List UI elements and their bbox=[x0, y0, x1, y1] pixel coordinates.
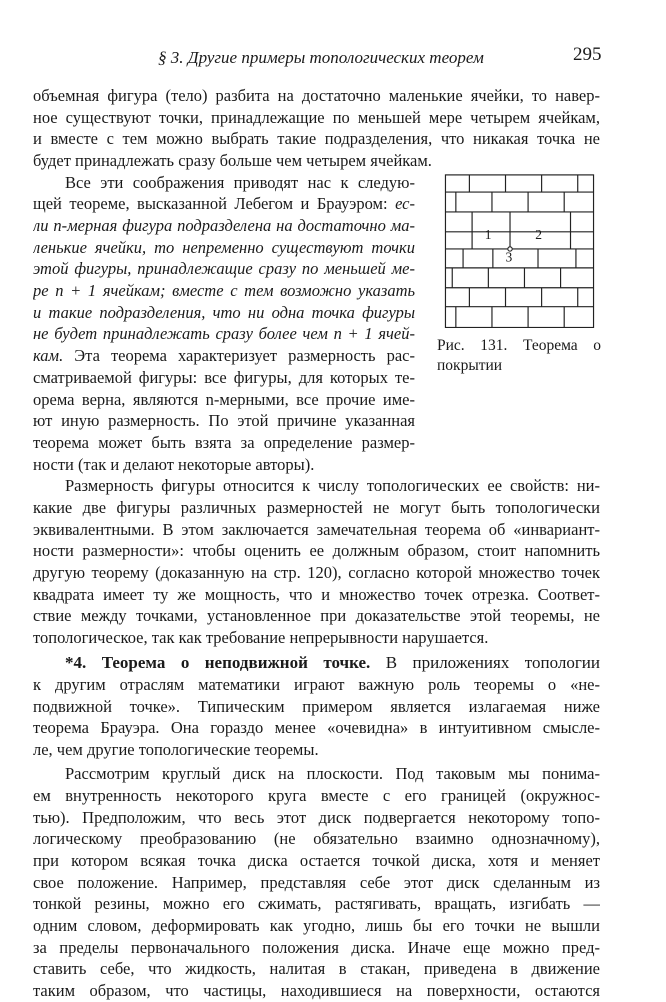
text-span: Эта теорема характеризует размерность рас- bbox=[74, 346, 415, 366]
text-line: другую теорему (доказанную на стр. 120), согласно которой множество точек bbox=[33, 562, 600, 582]
page-number: 295 bbox=[573, 44, 602, 65]
text-line: будет принадлежать сразу больше чем четырем ячейкам. bbox=[33, 151, 432, 170]
theorem-text: ес- bbox=[395, 194, 415, 214]
cell-label-1: 1 bbox=[484, 226, 492, 242]
text-span: щей теореме, высказанной Лебегом и Брауэром: bbox=[33, 194, 388, 214]
figure-caption: Рис. 131. Теорема о bbox=[437, 337, 601, 355]
text-line: квадрата имеет ту же мощность, что и множество точек отрезка. Соответ- bbox=[33, 584, 600, 604]
text-line: одним словом, деформировать как угодно, лишь бы его точки не вышли bbox=[33, 916, 600, 935]
text-line bbox=[33, 345, 415, 367]
text-line: теорема Брауэра. Она гораздо менее «очевидна» в интуитивном смысле- bbox=[33, 718, 600, 738]
text-line: сматриваемой фигуры: все фигуры, для которых те- bbox=[33, 367, 415, 387]
section-heading-line bbox=[65, 652, 600, 674]
brick-grid bbox=[445, 174, 594, 327]
theorem-line: ли n-мерная фигура подразделена на достаточно ма- bbox=[33, 216, 415, 236]
covering-figure bbox=[437, 174, 602, 328]
text-line bbox=[33, 193, 415, 215]
text-line: ют иную размерность. По этой причине указанная bbox=[33, 411, 415, 431]
theorem-line: ре n + 1 ячейкам; вместе с тем возможно указать bbox=[33, 281, 415, 301]
cell-label-3: 3 bbox=[505, 249, 513, 265]
theorem-line: ленькие ячейки, то непременно существуют точки bbox=[33, 237, 415, 257]
text-line: к другим отраслям математики играют важную роль теоремы о «не- bbox=[33, 674, 600, 694]
theorem-text: кам. bbox=[33, 346, 64, 366]
figure-caption: покрытии bbox=[437, 357, 503, 374]
text-line: при котором всякая точка диска остается точкой диска, хотя и меняет bbox=[33, 850, 600, 870]
section-title: *4. Теорема о неподвижной точке. bbox=[65, 653, 371, 673]
text-line: Рассмотрим круглый диск на плоскости. Под таковым мы понима- bbox=[65, 764, 600, 784]
text-span: В приложениях топологии bbox=[385, 653, 600, 673]
text-line: эквивалентными. В этом заключается замечательная теорема об «инвариант- bbox=[33, 519, 600, 539]
text-line: тонкой резины, можно его сжимать, растягивать, вращать, изгибать — bbox=[33, 894, 600, 914]
running-header: § 3. Другие примеры топологических теорем bbox=[158, 48, 484, 67]
text-line: орема верна, являются n-мерными, все прочие име- bbox=[33, 389, 415, 409]
text-line: ствие между точками, установленное при доказательстве этой теоремы, не bbox=[33, 606, 600, 626]
theorem-line: не будет принадлежать сразу более чем n + 1 ячей- bbox=[33, 324, 415, 344]
text-line: свое положение. Например, представляя себе этот диск сделанным из bbox=[33, 872, 600, 892]
text-line: логическому преобразованию (не обязательно взаимно однозначному), bbox=[33, 829, 600, 849]
text-line: тью). Предположим, что весь этот диск подвергается некоторому топо- bbox=[33, 807, 600, 827]
cell-label-2: 2 bbox=[535, 226, 543, 242]
text-line: Размерность фигуры относится к числу топологических ее свойств: ни- bbox=[65, 476, 600, 496]
text-line: какие две фигуры различных размерностей не могут быть топологически bbox=[33, 497, 600, 517]
theorem-line: этой фигуры, принадлежащие сразу по меньшей ме- bbox=[33, 259, 415, 279]
text-line: топологическое, так как требование непрерывности нарушается. bbox=[33, 627, 489, 647]
text-line: теорема может быть взята за определение размер- bbox=[33, 432, 415, 452]
text-line: и вместе с тем можно выбрать такие подразделения, что никакая точка не bbox=[33, 129, 600, 149]
text-line: объемная фигура (тело) разбита на достаточно маленькие ячейки, то навер- bbox=[33, 86, 600, 105]
theorem-line: и такие подразделения, что ни одна точка фигуры bbox=[33, 302, 415, 322]
text-line: таким образом, что частицы, находившиеся на поверхности, остаются bbox=[33, 981, 600, 1000]
text-line: Все эти соображения приводят нас к следую- bbox=[65, 172, 415, 192]
text-line: ности размерности»: чтобы оценить ее должным образом, стоит напомнить bbox=[33, 541, 600, 561]
text-line: ле, чем другие топологические теоремы. bbox=[33, 739, 319, 759]
text-line: ности (так и делают некоторые авторы). bbox=[33, 454, 315, 474]
text-line: за пределы первоначального положения диска. Иначе еще можно пред- bbox=[33, 937, 600, 957]
text-line: подвижной точке». Типическим примером является излагаемая ниже bbox=[33, 696, 600, 716]
text-line: ем внутренность некоторого круга вместе с его границей (окружнос- bbox=[33, 785, 600, 805]
text-line: ное существуют точки, принадлежащие по меньшей мере четырем ячейкам, bbox=[33, 107, 600, 127]
text-line: ставить себе, что жидкость, налитая в стакан, приведена в движение bbox=[33, 959, 600, 979]
